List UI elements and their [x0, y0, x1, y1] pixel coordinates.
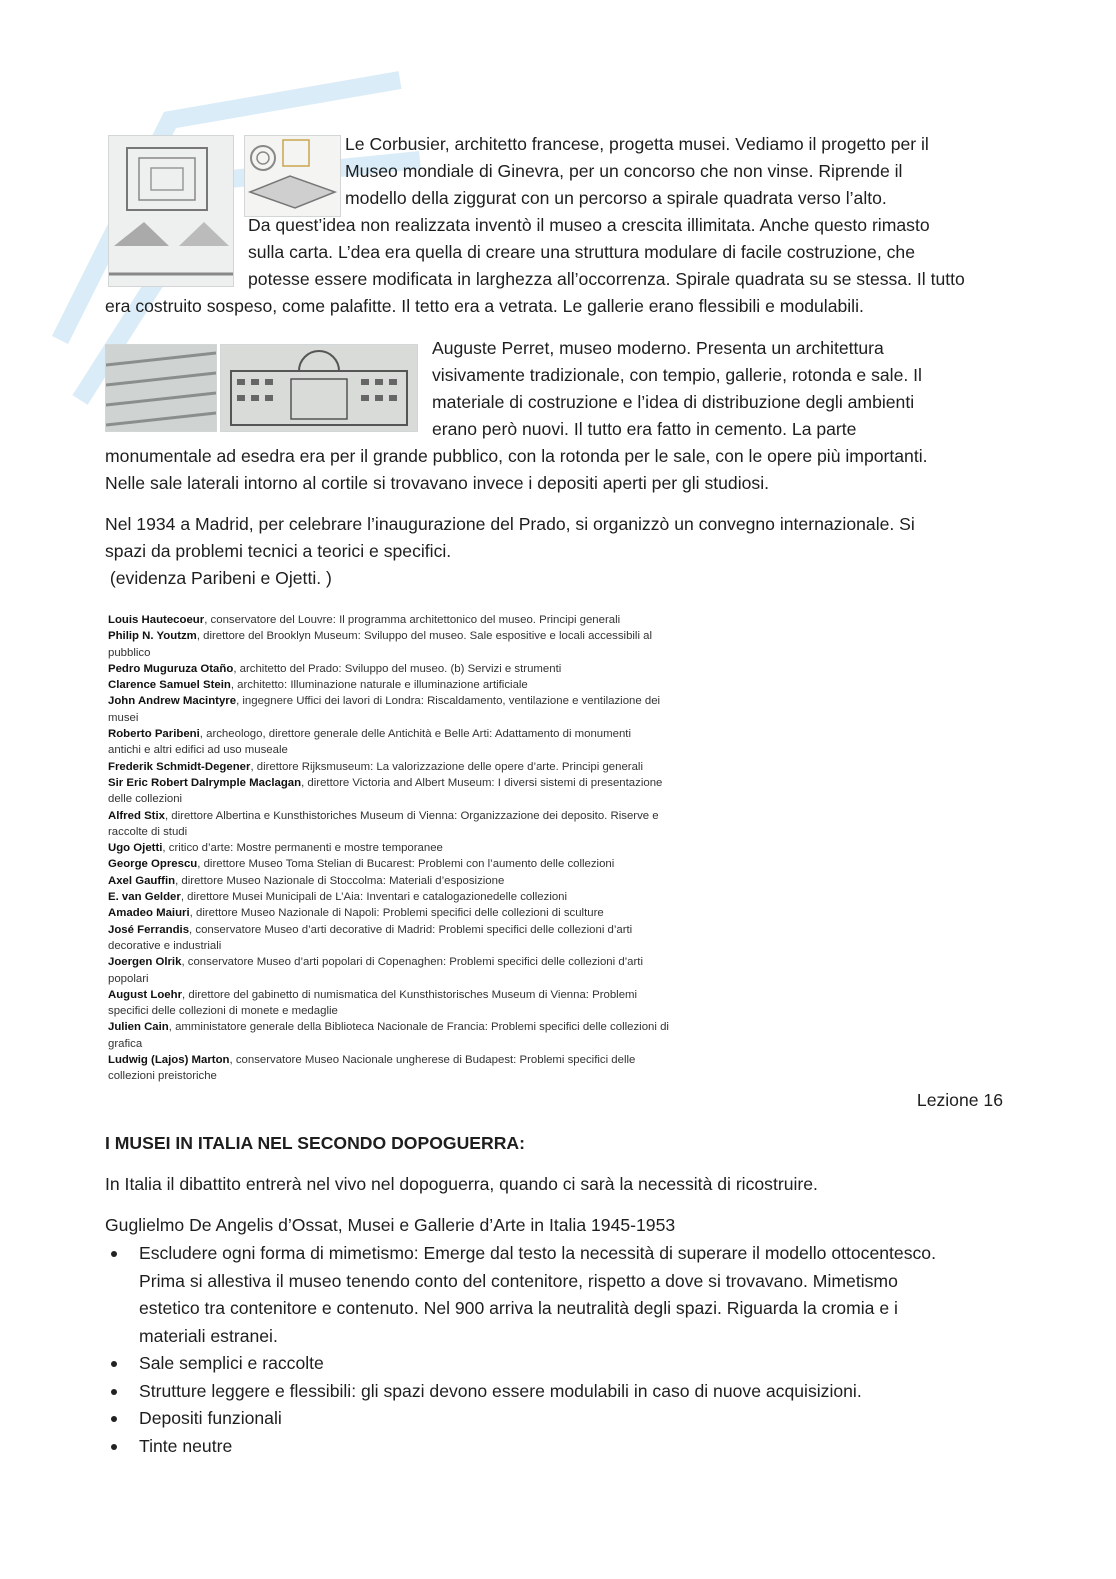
corbusier-line-7: era costruito sospeso, come palafitte. Il tetto era a vetrata. Le gallerie erano flessibili e modulabili. — [105, 296, 864, 316]
corbusier-line-1: Le Corbusier, architetto francese, progetta musei. Vediamo il progetto per il — [345, 134, 929, 154]
speaker-entry: Ugo Ojetti, critico d’arte: Mostre permanenti e mostre temporanee — [108, 842, 443, 855]
source-reference: Guglielmo De Angelis d’Ossat, Musei e Gallerie d’Arte in Italia 1945-1953 — [105, 1215, 676, 1235]
speaker-entry: John Andrew Macintyre, ingegnere Uffici dei lavori di Londra: Riscaldamento, ventilazione e ventilazione dei musei — [108, 695, 661, 724]
corbusier-spiral-figure — [244, 135, 341, 217]
madrid-line-2: spazi da problemi tecnici a teorici e specifici. — [105, 541, 452, 561]
speaker-entry: Julien Cain, amministatore generale della Biblioteca Nacionale de Francia: Problemi specifici delle collezioni di grafica — [108, 1021, 669, 1050]
list-item: Sale semplici e raccolte — [105, 1350, 1025, 1378]
speaker-entry: Ludwig (Lajos) Marton, conservatore Museo Nacionale ungherese di Budapest: Problemi specifici delle collezioni preistoriche — [108, 1054, 636, 1083]
bullet-icon — [111, 1361, 117, 1367]
perret-line-3: materiale di costruzione e l’idea di distribuzione degli ambienti — [432, 392, 915, 412]
speaker-entry: José Ferrandis, conservatore Museo d’arti decorative di Madrid: Problemi specifici delle collezioni d’arti decorative e industriali — [108, 923, 633, 952]
speaker-entry: August Loehr, direttore del gabinetto di numismatica del Kunsthistorisches Museum di Vienna: Problemi specifici delle collezioni di monete e medaglie — [108, 988, 638, 1018]
madrid-line-3: (evidenza Paribeni e Ojetti. ) — [105, 568, 332, 588]
section-heading: I MUSEI IN ITALIA NEL SECONDO DOPOGUERRA: — [105, 1133, 525, 1153]
lesson-label: Lezione 16 — [916, 1090, 1003, 1110]
corbusier-line-6: potesse essere modificata in larghezza all’occorrenza. Spirale quadrata su se stessa. Il tutto — [248, 269, 965, 289]
bullet-icon — [111, 1251, 117, 1257]
corbusier-line-5: sulla carta. L’dea era quella di creare una struttura modulare di facile costruzione, che — [248, 242, 915, 262]
perret-line-6: Nelle sale laterali intorno al cortile si trovavano invece i depositi aperti per gli studiosi. — [105, 473, 770, 493]
bullet-icon — [111, 1444, 117, 1450]
corbusier-line-2: Museo mondiale di Ginevra, per un concorso che non vinse. Riprende il — [345, 161, 903, 181]
list-item: Strutture leggere e flessibili: gli spazi devono essere modulabili in caso di nuove acquisizioni. — [105, 1378, 1025, 1406]
list-item: Depositi funzionali — [105, 1405, 1025, 1433]
speaker-entry: Pedro Muguruza Otaño, architetto del Prado: Sviluppo del museo. (b) Servizi e strumenti — [108, 662, 562, 675]
corbusier-line-3: modello della ziggurat con un percorso a spirale quadrata verso l’alto. — [345, 188, 887, 208]
bullet-icon — [111, 1416, 117, 1422]
corbusier-plan-figure — [108, 135, 234, 287]
speaker-entry: Louis Hautecoeur, conservatore del Louvre: Il programma architettonico del museo. Principi generali — [108, 614, 621, 626]
speaker-entry: George Oprescu, direttore Museo Toma Stelian di Bucarest: Problemi con l’aumento delle collezioni — [108, 858, 615, 871]
speaker-entry: Alfred Stix, direttore Albertina e Kunsthistoriches Museum di Vienna: Organizzazione dei deposito. Riserve e raccolte di studi — [108, 809, 659, 838]
speaker-entry: Amadeo Maiuri, direttore Museo Nazionale di Napoli: Problemi specifici delle collezioni di sculture — [108, 907, 604, 920]
perret-plan-figure — [220, 344, 418, 432]
perret-perspective-figure — [105, 344, 217, 432]
corbusier-line-4: Da quest’idea non realizzata inventò il museo a crescita illimitata. Anche questo rimasto — [248, 215, 930, 235]
madrid-line-1: Nel 1934 a Madrid, per celebrare l’inaugurazione del Prado, si organizzò un convegno internazionale. Si — [105, 514, 915, 534]
congress-speakers-list — [108, 612, 718, 1085]
speaker-entry: Axel Gauffin, direttore Museo Nazionale di Stoccolma: Materiali d’esposizione — [108, 874, 505, 887]
perret-line-1: Auguste Perret, museo moderno. Presenta un architettura — [432, 338, 884, 358]
speaker-entry: Frederik Schmidt-Degener, direttore Rijksmuseum: La valorizzazione delle opere d’arte. Principi generali — [108, 760, 643, 773]
perret-line-2: visivamente tradizionale, con tempio, gallerie, rotonda e sale. Il — [432, 365, 922, 385]
speaker-entry: Roberto Paribeni, archeologo, direttore generale delle Antichità e Belle Arti: Adattamento di monumenti antichi e altri edifici ad uso museale — [108, 728, 631, 757]
speaker-entry: Clarence Samuel Stein, architetto: Illuminazione naturale e illuminazione artificiale — [108, 679, 528, 692]
list-item: Tinte neutre — [105, 1433, 1025, 1461]
perret-line-5: monumentale ad esedra era per il grande pubblico, con la rotonda per le sale, con le opere più importanti. — [105, 446, 928, 466]
speaker-entry: Sir Eric Robert Dalrymple Maclagan, direttore Victoria and Albert Museum: I diversi sistemi di presentazione delle collezioni — [108, 776, 663, 806]
bullet-icon — [111, 1389, 117, 1395]
list-item: Escludere ogni forma di mimetismo: Emerge dal testo la necessità di superare il modello ottocentesco. Prima si allestiva il museo tenendo conto del contenitore, rispetto a dove si trovavano. Mimetismo estetico tra contenitore e contenuto. Nel 900 arriva la neutralità degli spazi. Riguarda la cromia e i materiali estranei. — [105, 1240, 1025, 1350]
principles-list — [105, 1240, 1025, 1460]
speaker-entry: Joergen Olrik, conservatore Museo d’arti popolari di Copenaghen: Problemi specifici delle collezioni d’arti popolari — [108, 956, 644, 985]
perret-line-4: erano però nuovi. Il tutto era fatto in cemento. La parte — [432, 419, 857, 439]
intro-paragraph: In Italia il dibattito entrerà nel vivo nel dopoguerra, quando ci sarà la necessità di ricostruire. — [105, 1174, 818, 1194]
speaker-entry: Philip N. Youtzm, direttore del Brooklyn Museum: Sviluppo del museo. Sale espositive e locali accessibili al pubblico — [108, 630, 653, 659]
speaker-entry: E. van Gelder, direttore Musei Municipali de L’Aia: Inventari e catalogazionedelle collezioni — [108, 891, 568, 904]
